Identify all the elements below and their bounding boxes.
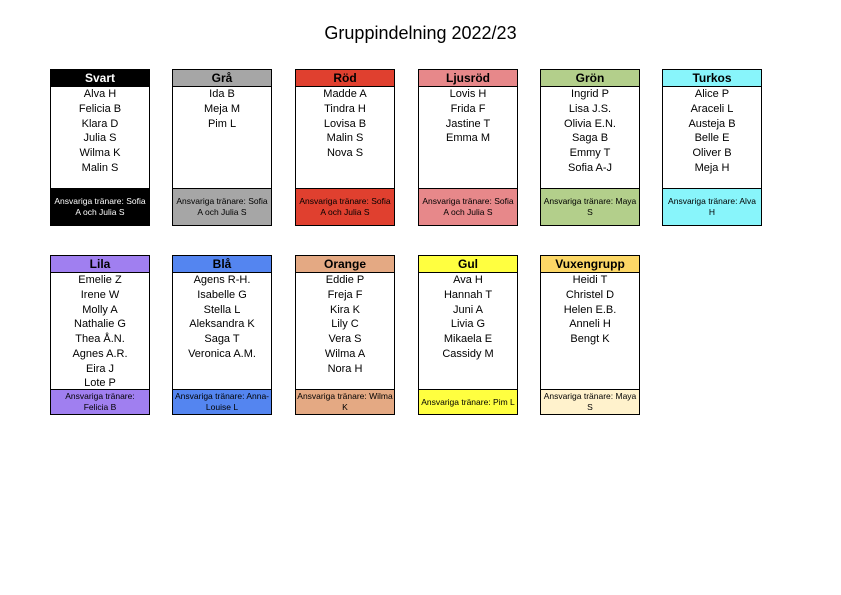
- member-name: Alice P: [694, 88, 730, 100]
- group-header: Ljusröd: [419, 70, 517, 87]
- group-header: Turkos: [663, 70, 761, 87]
- member-name: Cassidy M: [442, 347, 494, 360]
- member-list: [296, 87, 394, 161]
- group-card-gron: [540, 69, 640, 226]
- trainer-footer: Ansvariga tränare: Wilma K: [297, 391, 393, 412]
- member-name: Hannah T: [443, 288, 493, 301]
- member-name: Juni A: [453, 303, 483, 316]
- member-name: Meja M: [203, 102, 241, 115]
- member-name: Lisa J.S.: [568, 102, 612, 115]
- member-list: [419, 87, 517, 146]
- member-name: Ava H: [453, 274, 483, 286]
- member-list: [296, 273, 394, 376]
- member-name: Wilma K: [79, 147, 121, 159]
- member-name: Alva H: [83, 88, 117, 100]
- member-name: Sofia A-J: [567, 161, 613, 174]
- group-header: Orange: [296, 256, 394, 273]
- group-header: Röd: [296, 70, 394, 87]
- member-name: Belle E: [694, 132, 730, 145]
- trainer-footer: Ansvariga tränare: Sofia A och Julia S: [296, 188, 394, 225]
- member-name: Molly A: [82, 303, 118, 316]
- member-name: Christel D: [565, 288, 615, 301]
- member-name: Klara D: [81, 117, 119, 130]
- group-card-vuxengrupp: [540, 255, 640, 415]
- member-name: Aleksandra K: [189, 318, 255, 331]
- member-name: Saga T: [204, 333, 240, 345]
- trainer-footer: Ansvariga tränare: Pim L: [419, 389, 517, 414]
- group-header: Svart: [51, 70, 149, 87]
- member-name: Eddie P: [325, 274, 365, 286]
- member-list: [419, 273, 517, 362]
- member-name: Malin S: [326, 132, 364, 145]
- member-name: Anneli H: [569, 318, 611, 331]
- group-header: Vuxengrupp: [541, 256, 639, 273]
- member-name: Lovisa B: [323, 117, 367, 130]
- group-card-ljusrod: [418, 69, 518, 226]
- page-title: Gruppindelning 2022/23: [324, 23, 517, 43]
- member-name: Frida F: [450, 102, 486, 115]
- group-card-rod: [295, 69, 395, 226]
- trainer-footer: Ansvariga tränare: Sofia A och Julia S: [419, 188, 517, 225]
- member-name: Freja F: [327, 288, 363, 301]
- member-name: Stella L: [203, 303, 241, 316]
- group-header: Lila: [51, 256, 149, 273]
- member-name: Eira J: [85, 362, 115, 375]
- member-name: Felicia B: [78, 102, 122, 115]
- member-name: Madde A: [323, 88, 367, 100]
- member-name: Malin S: [81, 161, 119, 174]
- member-name: Wilma A: [324, 347, 366, 360]
- member-name: Meja H: [694, 161, 730, 174]
- member-list: [541, 273, 639, 347]
- member-name: Pim L: [207, 117, 237, 130]
- member-name: Agens R-H.: [193, 274, 251, 286]
- member-name: Ida B: [209, 88, 235, 100]
- member-name: Lily C: [331, 318, 359, 331]
- member-name: Nathalie G: [74, 318, 126, 331]
- member-list: [173, 87, 271, 131]
- group-header: Gul: [419, 256, 517, 273]
- member-name: Bengt K: [570, 333, 610, 345]
- member-name: Jastine T: [445, 117, 491, 130]
- member-name: Saga B: [571, 132, 609, 145]
- member-name: Mikaela E: [443, 333, 493, 345]
- trainer-footer: Ansvariga tränare: Sofia A och Julia S: [173, 188, 271, 225]
- member-name: Oliver B: [692, 147, 732, 159]
- member-name: Agnes A.R.: [72, 347, 128, 360]
- member-list: [541, 87, 639, 176]
- member-name: Helen E.B.: [563, 303, 617, 316]
- member-list: [51, 273, 149, 391]
- member-name: Olivia E.N.: [564, 117, 616, 130]
- group-card-lila: [50, 255, 150, 415]
- group-card-gra: [172, 69, 272, 226]
- member-name: Nora H: [327, 362, 363, 375]
- trainer-footer: Ansvariga tränare: Anna-Louise L: [174, 391, 270, 412]
- member-name: Emmy T: [569, 147, 611, 159]
- group-card-orange: [295, 255, 395, 415]
- member-name: Livia G: [450, 318, 486, 331]
- member-name: Lote P: [84, 377, 116, 390]
- trainer-footer: Ansvariga tränare: Sofia A och Julia S: [51, 188, 149, 225]
- member-name: Araceli L: [690, 102, 734, 115]
- member-name: Julia S: [83, 132, 117, 145]
- member-list: [51, 87, 149, 176]
- member-name: Ingrid P: [571, 88, 609, 100]
- member-list: [663, 87, 761, 176]
- member-name: Nova S: [326, 147, 364, 159]
- group-card-turkos: [662, 69, 762, 226]
- group-card-bla: [172, 255, 272, 415]
- member-name: Emelie Z: [78, 274, 122, 286]
- member-name: Vera S: [328, 333, 362, 345]
- group-header: Grön: [541, 70, 639, 87]
- group-card-svart: [50, 69, 150, 226]
- member-name: Kira K: [330, 303, 360, 316]
- trainer-footer: Ansvariga tränare: Maya S: [541, 389, 639, 414]
- member-name: Austeja B: [688, 117, 736, 130]
- group-header: Blå: [173, 256, 271, 273]
- trainer-footer: Ansvariga tränare: Maya S: [541, 188, 639, 225]
- member-name: Heidi T: [572, 274, 608, 286]
- member-name: Irene W: [80, 288, 120, 301]
- member-name: Thea Å.N.: [75, 333, 125, 345]
- member-name: Emma M: [446, 132, 490, 145]
- member-name: Veronica A.M.: [188, 347, 256, 360]
- member-list: [173, 273, 271, 362]
- group-header: Grå: [173, 70, 271, 87]
- member-name: Tindra H: [324, 102, 366, 115]
- member-name: Lovis H: [449, 88, 487, 100]
- member-name: Isabelle G: [197, 288, 247, 301]
- group-card-gul: [418, 255, 518, 415]
- trainer-footer: Ansvariga tränare: Alva H: [663, 188, 761, 225]
- trainer-footer: Ansvariga tränare: Felicia B: [51, 389, 149, 414]
